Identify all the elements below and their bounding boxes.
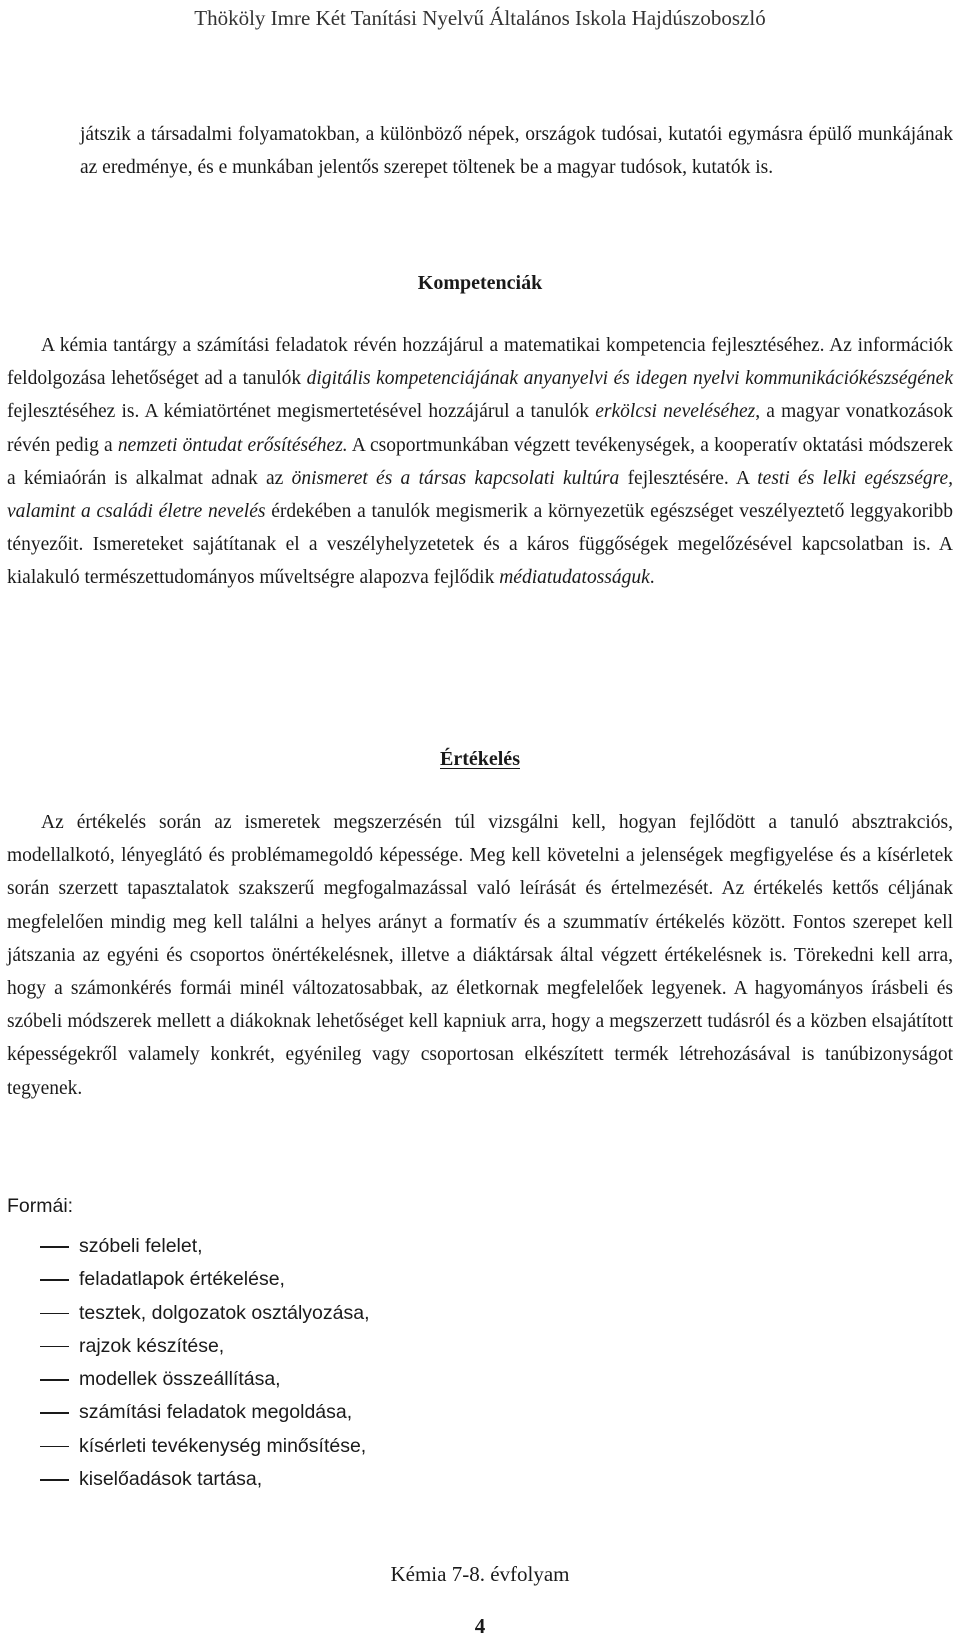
list-item-text: rajzok készítése,: [79, 1334, 225, 1357]
text-segment: érdekében a tanulók megismerik a környezetük egészséget veszélyeztető leggyakoribb tényezőit. Ismereteket sajátítanak el a veszélyhelyzetetek és a káros függőségek megelőzésével kapcsolatban is. A kialakuló természettudományos műveltségre alapozva fejlődik: [7, 501, 953, 589]
list-item-text: kiselőadások tartása,: [79, 1468, 263, 1491]
footer-subject: Kémia 7-8. évfolyam: [390, 1562, 570, 1586]
list-item-text: feladatlapok értékelése,: [79, 1268, 285, 1291]
dash-bullet-icon: [40, 1246, 69, 1248]
kompetenciak-paragraph: [7, 329, 953, 595]
section-title-ertekeles: Értékelés: [440, 748, 520, 770]
page-number: 4: [474, 1614, 486, 1638]
dash-bullet-icon: [40, 1313, 69, 1315]
italic-segment: médiatudatosságuk: [499, 567, 650, 589]
list-item-text: tesztek, dolgozatok osztályozása,: [79, 1301, 370, 1324]
dash-bullet-icon: [40, 1412, 69, 1414]
list-item-text: szóbeli felelet,: [79, 1235, 203, 1257]
text-segment: , a magyar vonatkozások révén pedig a: [7, 401, 953, 456]
italic-segment: nemzeti öntudat erősítéséhez.: [117, 434, 348, 456]
text-segment: A kémia tantárgy a számítási feladatok révén hozzájárul a matematikai kompetencia fejlesztéséhez. Az információk feldolgozása lehetőséget ad a tanulók: [7, 335, 953, 390]
list-item-text: modellek összeállítása,: [79, 1368, 281, 1391]
page-header: Thököly Imre Két Tanítási Nyelvű Általános Iskola Hajdúszoboszló: [194, 6, 766, 30]
dash-bullet-icon: [40, 1446, 69, 1448]
italic-segment: erkölcsi neveléséhez: [595, 401, 756, 423]
text-segment: fejlesztéséhez is. A kémiatörténet megismertetésével hozzájárul a tanulók: [7, 401, 596, 423]
ertekeles-paragraph: Az értékelés során az ismeretek megszerzésén túl vizsgálni kell, hogyan fejlődött a tanuló absztrakciós, modellalkotó, lényeglátó és problémamegoldó képessége. Meg kell követelni a jelenségek megfigyelése és a kísérletek során szerzett tapasztalatok szakszerű megfogalmazással való leírását és értelmezését. Az értékelés kettős céljának megfelelően mindig meg kell találni a helyes arányt a formatív és a szummatív értékelés között. Fontos szerepet kell játszania az egyéni és csoportos önértékelésnek, illetve a diáktársak által végzett értékelésnek is. Törekedni kell arra, hogy a számonkérés formái minél változatosabbak, az életkornak megfelelőek legyenek. A hagyományos írásbeli és szóbeli módszerek mellett a diákoknak lehetőséget kell kapniuk arra, hogy a megszerzett tudásról és a közben elsajátított képességekről valamely konkrét, egyénileg vagy csoportosan elkészített termék létrehozásával is tanúbizonyságot tegyenek.: [7, 812, 953, 1099]
text-segment: fejlesztésére. A: [619, 467, 758, 489]
text-segment: A csoportmunkában végzett tevékenységek, a kooperatív oktatási módszerek a kémiaórán is alkalmat adnak az: [7, 434, 953, 489]
text-segment: .: [649, 567, 655, 589]
intro-paragraph: játszik a társadalmi folyamatokban, a különböző népek, országok tudósai, kutatói egymásra épülő munkájának az eredménye, és e munkában jelentős szerepet töltenek be a magyar tudósok, kutatók is.: [80, 124, 953, 179]
section-title-kompetenciak: Kompetenciák: [417, 272, 543, 294]
list-item-text: számítási feladatok megoldása,: [79, 1401, 353, 1424]
dash-bullet-icon: [40, 1379, 69, 1381]
italic-segment: digitális kompetenciájának anyanyelvi és idegen nyelvi kommunikációkészségének: [306, 368, 953, 390]
dash-bullet-icon: [40, 1479, 69, 1481]
dash-bullet-icon: [40, 1279, 69, 1281]
italic-segment: önismeret és a társas kapcsolati kultúra: [291, 467, 620, 489]
dash-bullet-icon: [40, 1346, 69, 1348]
italic-segment: testi és lelki egészségre, valamint a családi életre nevelés: [7, 467, 954, 523]
list-item-text: kísérleti tevékenység minősítése,: [79, 1434, 367, 1457]
formai-label: Formái:: [7, 1195, 74, 1217]
